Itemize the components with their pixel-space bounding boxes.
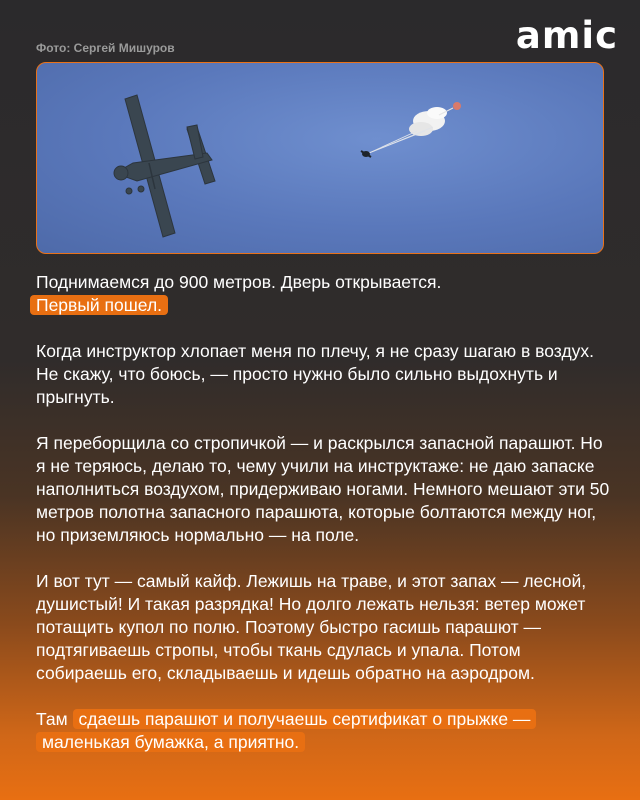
paragraph-4: И вот тут — самый кайф. Лежишь на траве, и этот запах — лесной, душистый! И такая разрядка! Но долго лежать нельзя: ветер может потащить купол по полю. Поэтому быстро гасишь парашют — подтягиваешь стропы, чтобы ткань сдулась и упала. Потом собираешь его, складываешь и идешь обратно на аэродром.	[36, 571, 587, 683]
photo-biplane-parachute	[36, 62, 604, 254]
skydiver-icon	[361, 151, 371, 157]
highlight-certificate: сдаешь парашют и получаешь сертификат о прыжке — маленькая бумажка, а приятно.	[36, 709, 536, 752]
amic-logo: amic	[515, 14, 618, 57]
biplane-parachute-illustration	[37, 63, 603, 253]
paragraph-5: Там сдаешь парашют и получаешь сертификат о прыжке — маленькая бумажка, а приятно.	[36, 708, 616, 754]
paragraph-2: Когда инструктор хлопает меня по плечу, я не сразу шагаю в воздух. Не скажу, что боюсь, — просто нужно было сильно выдохнуть и прыгнуть.	[36, 341, 595, 407]
photo-credit: Фото: Сергей Мишуров	[36, 41, 175, 55]
parachute-icon	[369, 102, 461, 153]
paragraph-1: Поднимаемся до 900 метров. Дверь открывается. Первый пошел.	[36, 271, 616, 317]
biplane-icon	[114, 95, 215, 237]
paragraph-3: Я переборщила со стропичкой — и раскрылся запасной парашют. Но я не теряюсь, делаю то, чему учили на инструктаже: не даю запаске наполниться воздухом, придерживаю ногами. Немного мешают эти 50 метров полотна запасного парашюта, которые болтаются между ног, но приземляюсь нормально — на поле.	[36, 433, 610, 545]
highlight-first-jumped: Первый пошел.	[30, 295, 168, 315]
article-body	[36, 271, 616, 777]
